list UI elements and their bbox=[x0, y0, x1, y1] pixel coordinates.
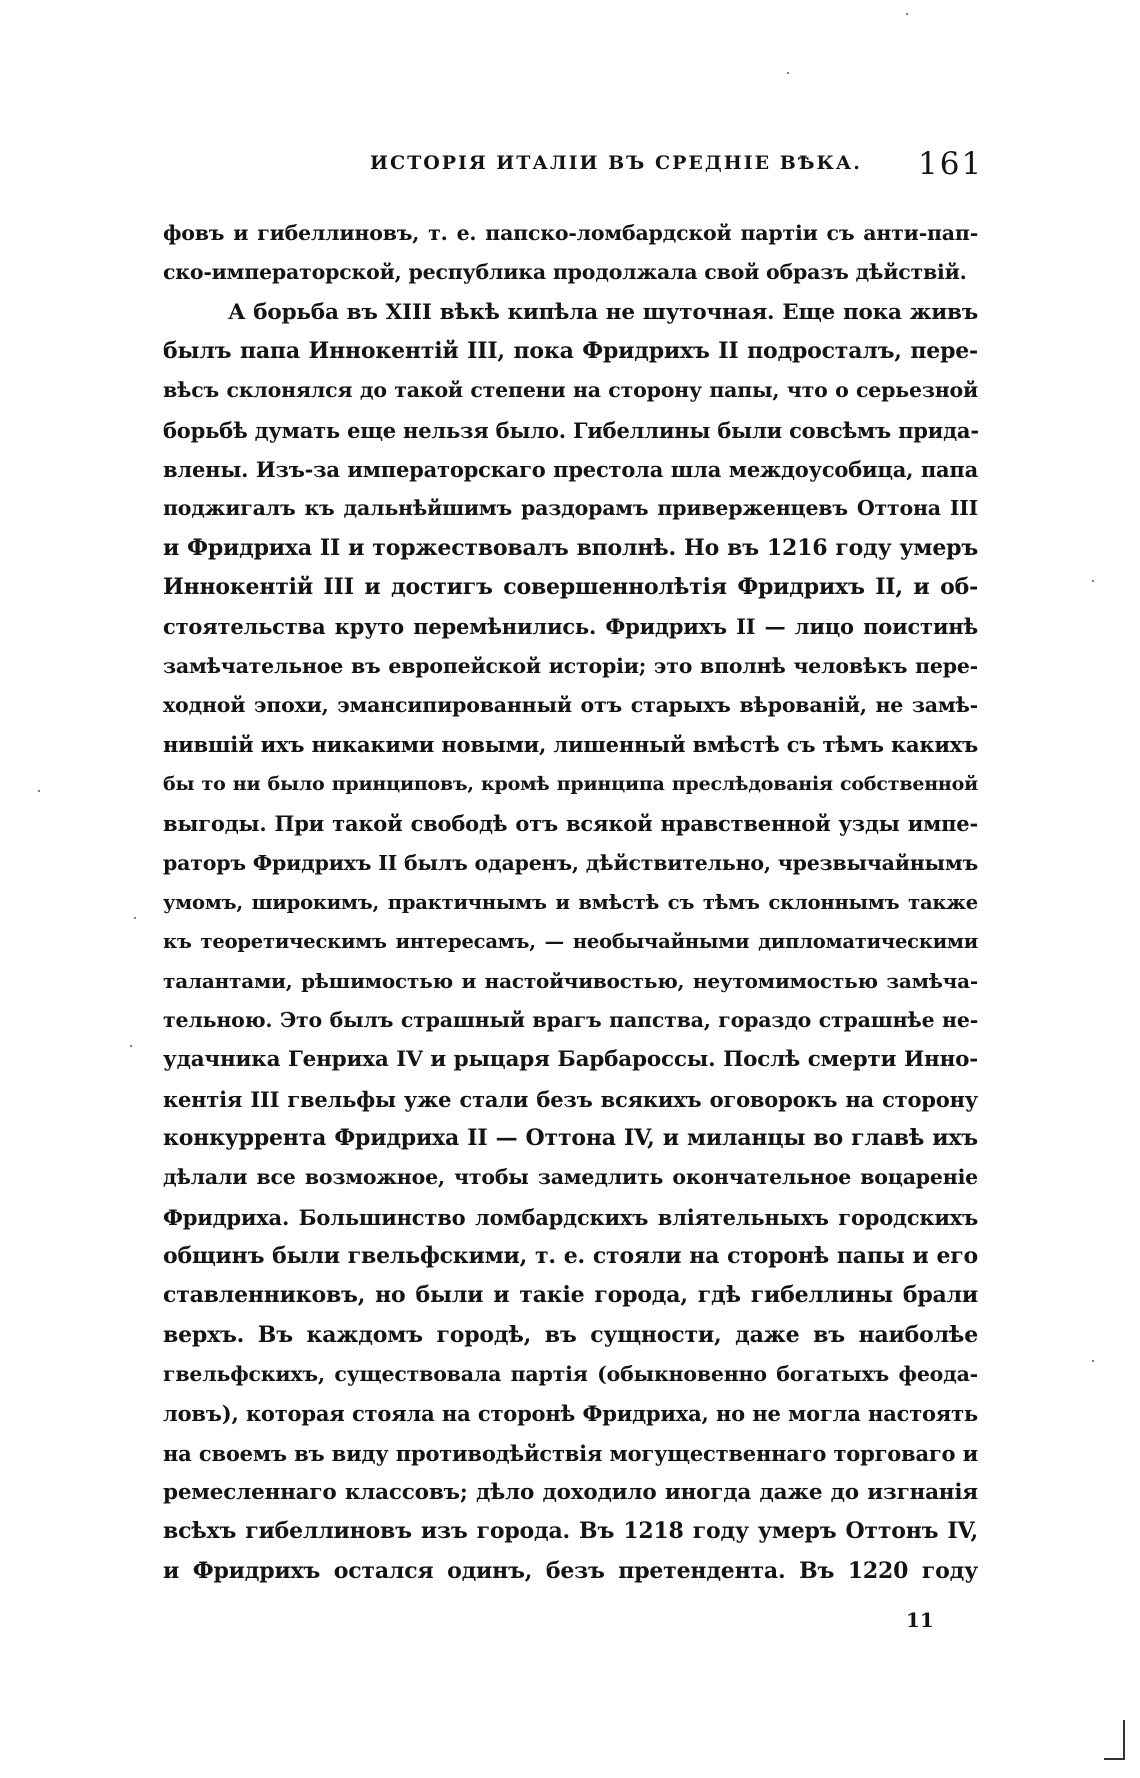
text-line: вѣсъ склонялся до такой степени на сторону папы, что о серьезной bbox=[163, 378, 978, 403]
text-line: бы то ни было принциповъ, кромѣ принципа преслѣдованія собственной bbox=[163, 772, 978, 795]
text-line: на своемъ въ виду противодѣйствія могущественнаго торговаго и bbox=[163, 1440, 978, 1466]
scan-speck bbox=[906, 13, 908, 15]
text-line: раторъ Фридрихъ II былъ одаренъ, дѣйствительно, чрезвычайнымъ bbox=[163, 850, 978, 875]
signature-mark: 11 bbox=[906, 1608, 934, 1632]
scan-speck bbox=[787, 72, 789, 74]
scan-speck bbox=[1092, 1360, 1094, 1362]
text-line: поджигалъ къ дальнѣйшимъ раздорамъ приверженцевъ Оттона III bbox=[163, 496, 978, 521]
text-line: верхъ. Въ каждомъ городѣ, въ сущности, даже въ наиболѣе bbox=[163, 1321, 978, 1348]
scan-speck bbox=[130, 1045, 132, 1047]
text-line: кентія III гвельфы уже стали безъ всякихъ оговорокъ на сторону bbox=[163, 1086, 978, 1112]
text-line: ско-императорской, республика продолжала свой образъ дѣйствій. bbox=[163, 260, 967, 285]
text-line: выгоды. При такой свободѣ отъ всякой нравственной узды импе- bbox=[163, 811, 978, 837]
text-line: гвельфскихъ, существовала партія (обыкновенно богатыхъ феода- bbox=[163, 1361, 978, 1386]
text-line: ремесленнаго классовъ; дѣло доходило иногда даже до изгнанія bbox=[163, 1480, 978, 1505]
text-line: борьбѣ думать еще нельзя было. Гибеллины были совсѣмъ прида- bbox=[163, 417, 979, 443]
text-line: Иннокентій III и достигъ совершеннолѣтія Фридрихъ II, и об- bbox=[163, 574, 978, 601]
page-number: 161 bbox=[918, 146, 984, 182]
text-line: и Фридрихъ остался одинъ, безъ претендента. Въ 1220 году bbox=[163, 1557, 978, 1584]
text-line: и Фридриха II и торжествовалъ вполнѣ. Но въ 1216 году умеръ bbox=[163, 534, 978, 561]
text-line: умомъ, широкимъ, практичнымъ и вмѣстѣ съ тѣмъ склоннымъ также bbox=[163, 890, 978, 914]
text-line: замѣчательное въ европейской исторіи; это вполнѣ человѣкъ пере- bbox=[163, 653, 978, 678]
paragraph-first-line: А борьба въ XIII вѣкѣ кипѣла не шуточная. Еще пока живъ bbox=[228, 299, 978, 325]
text-line: дѣлали все возможное, чтобы замедлить окончательное воцареніе bbox=[163, 1165, 978, 1190]
running-title: ИСТОРІЯ ИТАЛІИ ВЪ СРЕДНІЕ ВѢКА. bbox=[370, 152, 862, 174]
text-line: стоятельства круто перемѣнились. Фридрихъ II — лицо поистинѣ bbox=[163, 614, 978, 640]
scan-speck bbox=[1092, 580, 1094, 582]
body-text bbox=[163, 214, 978, 1591]
text-line: удачника Генриха IV и рыцаря Барбароссы. Послѣ смерти Инно- bbox=[163, 1047, 978, 1073]
text-line: ходной эпохи, эмансипированный отъ старыхъ вѣрованій, не замѣ- bbox=[163, 693, 978, 718]
text-line: влены. Изъ-за императорскаго престола шла междоусобица, папа bbox=[163, 457, 978, 483]
text-line: Фридриха. Большинство ломбардскихъ вліятельныхъ городскихъ bbox=[163, 1204, 978, 1230]
text-line: тельною. Это былъ страшный врагъ папства, гораздо страшнѣе не- bbox=[163, 1007, 978, 1032]
crop-mark bbox=[1104, 1758, 1125, 1760]
text-line: фовъ и гибеллиновъ, т. е. папско-ломбардской партіи съ анти-пап- bbox=[163, 221, 978, 245]
crop-mark bbox=[1123, 1720, 1125, 1760]
text-line: всѣхъ гибеллиновъ изъ города. Въ 1218 году умеръ Оттонъ IV, bbox=[163, 1518, 978, 1545]
scan-speck bbox=[38, 790, 40, 792]
text-line: къ теоретическимъ интересамъ, — необычайными дипломатическими bbox=[163, 930, 978, 954]
text-line: ловъ), которая стояла на сторонѣ Фридриха, но не могла настоять bbox=[163, 1401, 978, 1427]
text-line: общинъ были гвельфскими, т. е. стояли на сторонѣ папы и его bbox=[163, 1242, 978, 1269]
text-line: нившій ихъ никакими новыми, лишенный вмѣстѣ съ тѣмъ какихъ bbox=[163, 732, 978, 758]
text-line: талантами, рѣшимостью и настойчивостью, неутомимостью замѣча- bbox=[163, 968, 978, 993]
text-line: ставленниковъ, но были и такіе города, гдѣ гибеллины брали bbox=[163, 1282, 978, 1309]
text-line: былъ папа Иннокентій III, пока Фридрихъ II подросталъ, пере- bbox=[163, 338, 978, 365]
text-line: конкуррента Фридриха II — Оттона IV, и миланцы во главѣ ихъ bbox=[163, 1124, 978, 1151]
scan-speck bbox=[134, 917, 136, 919]
